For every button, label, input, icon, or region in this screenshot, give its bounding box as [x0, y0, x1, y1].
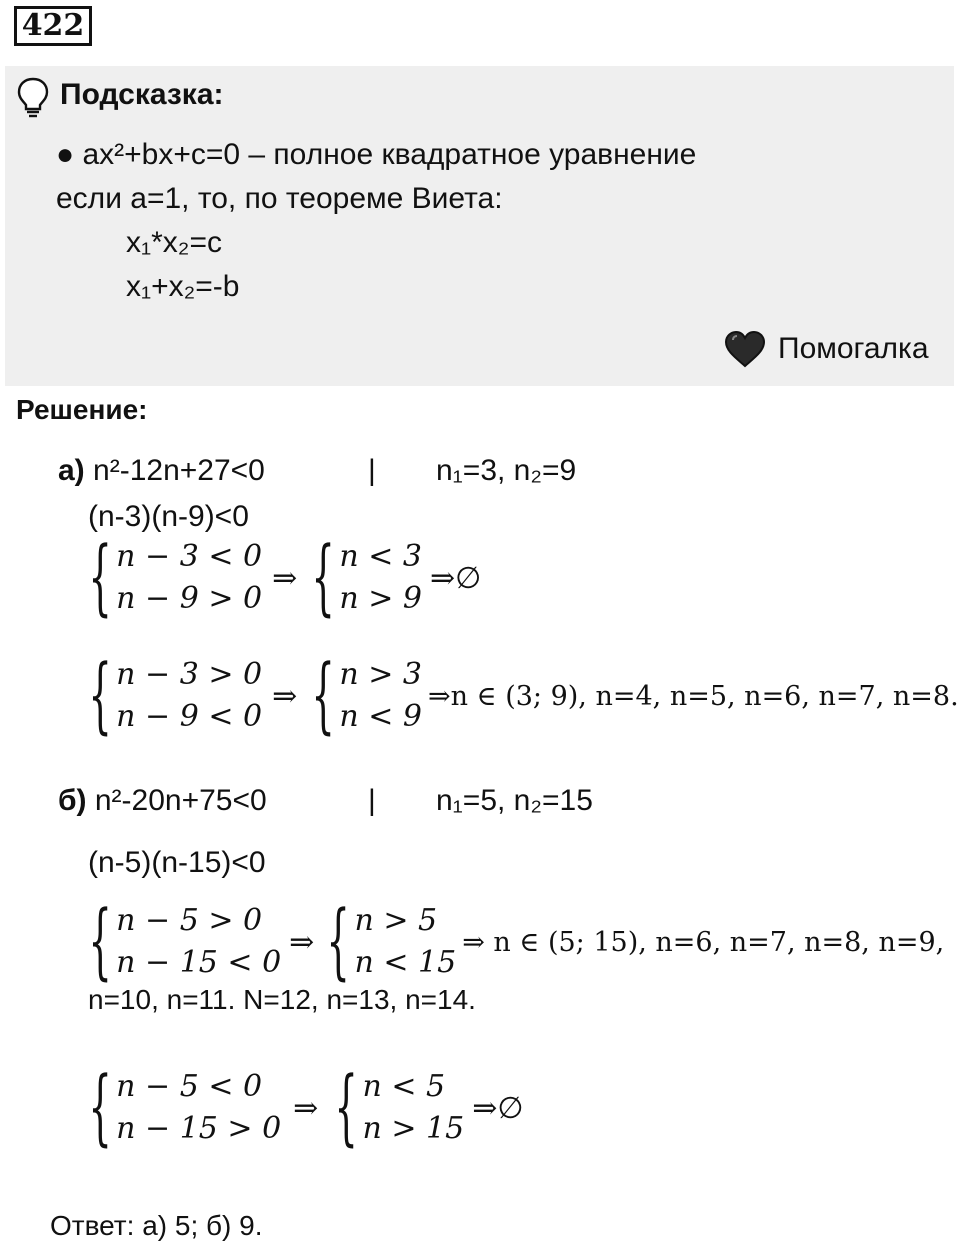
vieta-sum: x₁+x₂=-b: [126, 270, 240, 303]
system-line: n < 15: [354, 945, 457, 980]
system-line: n − 9 < 0: [116, 699, 263, 734]
vieta-product: x₁*x₂=c: [126, 226, 222, 259]
system-line: n − 9 > 0: [116, 581, 263, 616]
system-right: [362, 1066, 464, 1150]
system-result: ⇒∅: [430, 560, 482, 596]
hint-formula: ax²+bx+c=0: [82, 138, 241, 171]
system-right: [354, 900, 456, 984]
part-b-header: [58, 784, 267, 818]
hint-bullet: [56, 138, 696, 172]
part-a-case1: [84, 530, 482, 625]
brand-label: Помогалка: [778, 332, 929, 365]
part-b-factored: (n-5)(n-15)<0: [88, 846, 266, 879]
brace: {: [311, 648, 336, 743]
system-line: n > 5: [354, 903, 438, 938]
brace: {: [326, 894, 351, 989]
system-line: n > 15: [362, 1111, 465, 1146]
part-b-label: б): [58, 784, 87, 817]
answer: Ответ: а) 5; б) 9.: [50, 1210, 263, 1241]
task-number: 422: [14, 6, 92, 46]
system-result: ⇒ n ∈ (5; 15), n=6, n=7, n=8, n=9,: [462, 926, 945, 958]
part-a-separator: |: [368, 454, 376, 487]
bullet-dot: ●: [56, 138, 75, 171]
system-left: [116, 654, 262, 738]
vieta-intro: если a=1, то, по теореме Виета:: [56, 182, 503, 215]
system-line: n − 15 > 0: [116, 1111, 282, 1146]
solution-title: Решение:: [16, 394, 148, 425]
system-line: n > 3: [339, 657, 423, 692]
part-a-header: [58, 454, 265, 488]
system-result: ⇒∅: [472, 1090, 524, 1126]
brace: {: [88, 894, 112, 989]
part-a-factored: (n-3)(n-9)<0: [88, 500, 249, 533]
system-right: [339, 536, 422, 620]
brace: {: [88, 530, 112, 625]
brace: {: [334, 1060, 359, 1155]
system-line: n < 9: [339, 699, 423, 734]
implies-symbol: ⇒: [293, 1090, 319, 1126]
lightbulb-icon: [16, 76, 50, 118]
system-left: [116, 536, 262, 620]
heart-icon: [724, 330, 766, 368]
brace: {: [311, 530, 336, 625]
system-line: n − 5 < 0: [116, 1069, 263, 1104]
implies-symbol: ⇒: [272, 560, 298, 596]
part-b-separator: |: [368, 784, 376, 817]
system-line: n − 15 < 0: [116, 945, 282, 980]
part-a-case2: [84, 648, 959, 743]
implies-symbol: ⇒: [272, 678, 298, 714]
brace: {: [88, 648, 112, 743]
part-b-inequality: n²-20n+75<0: [94, 784, 267, 817]
part-a-label: а): [58, 454, 85, 487]
system-left: [116, 900, 281, 984]
hint-formula-text: – полное квадратное уравнение: [240, 138, 697, 171]
system-left: [116, 1066, 281, 1150]
part-a-roots: n₁=3, n₂=9: [436, 454, 577, 487]
system-line: n − 5 > 0: [116, 903, 263, 938]
system-line: n < 5: [362, 1069, 446, 1104]
implies-symbol: ⇒: [289, 924, 315, 960]
system-result: ⇒n ∈ (3; 9), n=4, n=5, n=6, n=7, n=8.: [428, 680, 959, 712]
part-b-case1: [84, 894, 945, 989]
hint-title: Подсказка:: [60, 78, 224, 111]
part-b-continuation: n=10, n=11. N=12, n=13, n=14.: [88, 984, 476, 1015]
system-line: n > 9: [339, 581, 423, 616]
part-a-inequality: n²-12n+27<0: [93, 454, 265, 487]
system-line: n − 3 < 0: [116, 539, 263, 574]
part-b-roots: n₁=5, n₂=15: [436, 784, 593, 817]
system-line: n − 3 > 0: [116, 657, 263, 692]
brace: {: [88, 1060, 112, 1155]
part-b-case2: [84, 1060, 524, 1155]
system-right: [339, 654, 422, 738]
system-line: n < 3: [339, 539, 423, 574]
